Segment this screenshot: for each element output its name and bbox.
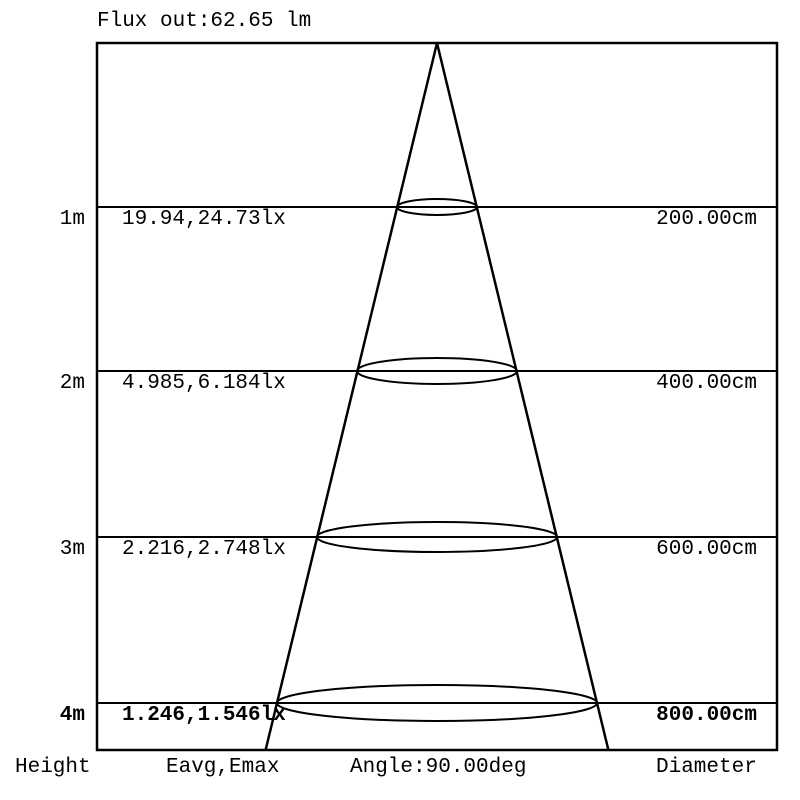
row-diameter-value: 600.00cm [656,538,757,561]
footer-height-label: Height [15,756,91,779]
row-eavg-emax-value: 19.94,24.73lx [122,208,286,231]
row-eavg-emax-value: 1.246,1.546lx [122,704,286,727]
cone-left-edge [266,43,437,750]
flux-out-title: Flux out:62.65 lm [97,10,312,33]
row-diameter-value: 800.00cm [656,704,757,727]
footer-diameter-label: Diameter [656,756,757,779]
diagram-border [97,43,777,750]
row-eavg-emax-value: 4.985,6.184lx [122,372,286,395]
cone-right-edge [437,43,608,750]
row-height-label: 3m [59,538,85,561]
row-eavg-emax-value: 2.216,2.748lx [122,538,286,561]
row-diameter-value: 400.00cm [656,372,757,395]
footer-eavg-emax-label: Eavg,Emax [166,756,280,779]
row-diameter-value: 200.00cm [656,208,757,231]
row-height-label: 1m [59,208,85,231]
footer-angle-label: Angle:90.00deg [350,756,527,779]
row-height-label: 4m [59,704,85,727]
row-height-label: 2m [59,372,85,395]
